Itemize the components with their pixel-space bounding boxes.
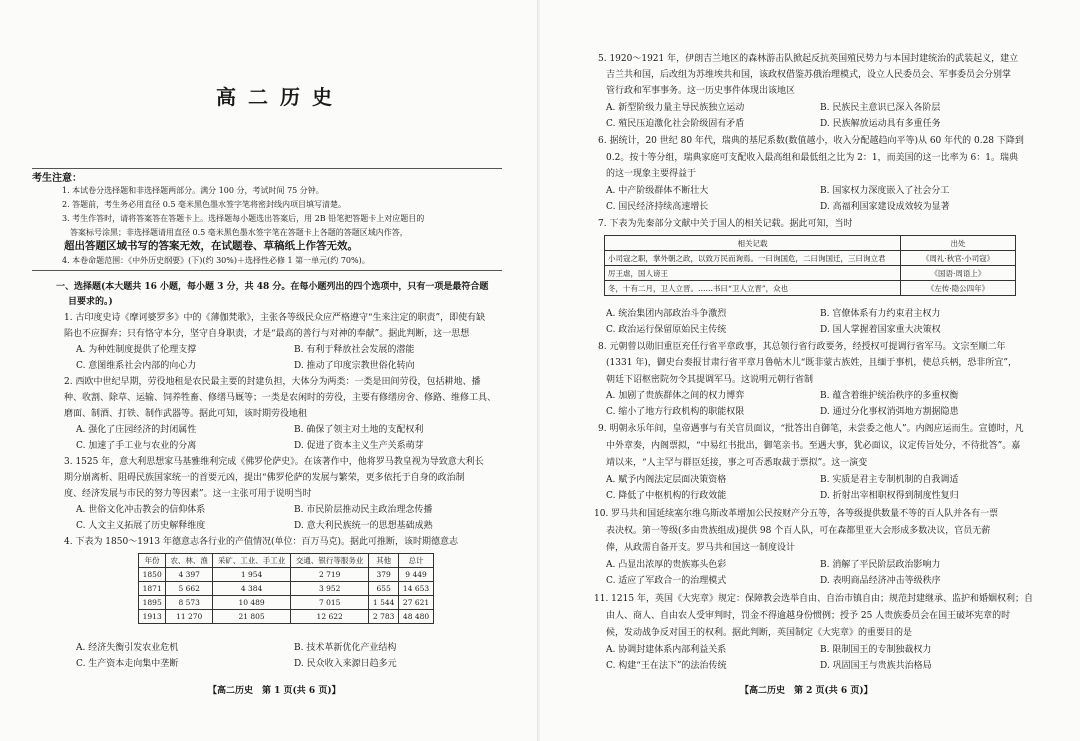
table-cell: 冬，十有二月，卫人立晋。……书曰“卫人立晋”，众也	[605, 281, 901, 296]
table-header-row	[139, 554, 434, 568]
notice-line: 1. 本试卷分选择题和非选择题两部分。满分 100 分，考试时间 75 分钟。	[62, 186, 324, 195]
table-cell: 655	[369, 582, 399, 596]
question-10-text: 10. 罗马共和国延续塞尔维乌斯改革增加公民按财产分五等，各等级提供数量不等的百人队并各有一票	[594, 509, 999, 519]
q1-option-d[interactable]: D. 推动了印度宗教世俗化转向	[294, 361, 415, 371]
table-header-cell: 其他	[369, 554, 399, 568]
question-9-text: 9. 明朝永乐年间，皇帝遇事与有关官员面议，“批答出自御笔，未尝委之他人”。内阁应运而生。宣德时，凡	[598, 424, 1024, 434]
question-11-text: 候，发动战争反对国王的权利。据此判断，英国制定《大宪章》的重要目的是	[606, 628, 913, 638]
table-cell: 1871	[139, 582, 166, 596]
notice-heading: 考生注意：	[32, 173, 82, 184]
table-cell: 《周礼·秋官·小司寇》	[901, 251, 1016, 266]
page-footer: 【高二历史 第 2 页(共 6 页)】	[740, 686, 873, 696]
question-3-text: 度、经济发展与市民的努力等因素”。这一主张可用于说明当时	[64, 489, 312, 499]
notice-separator	[32, 270, 502, 271]
q8-option-a[interactable]: A. 加剧了贵族群体之间的权力博弈	[606, 391, 745, 401]
table-cell: 1913	[139, 610, 166, 624]
q7-option-c[interactable]: C. 政治运行保留原始民主传统	[606, 325, 727, 335]
question-5-text: 吉兰共和国，后改组为苏维埃共和国，该政权借鉴苏俄治理模式，设立人民委员会、军事委员会分别掌	[606, 70, 1012, 80]
table-cell: 《国语·周语上》	[901, 266, 1016, 281]
question-6-text: 0.2。按十等分组，瑞典家庭可支配收入最高组和最低组之比为 2：1，而美国的这一比率为 6：1。瑞典	[606, 153, 1018, 163]
q3-option-a[interactable]: A. 世俗文化冲击教会的信仰体系	[76, 505, 206, 515]
q10-option-b[interactable]: B. 消解了平民阶层政治影响力	[820, 560, 941, 570]
question-1-text: 陷也不应摒弃；只有恪守本分，坚守自身职责，才是“最高的善行与对神的奉献”。据此判断，这一思想	[64, 329, 470, 339]
question-11-text: 11. 1215 年，英国《大宪章》规定：保障教会选举自由、自治市镇自由；规范封建继承、监护和婚姻权利；自	[594, 594, 1033, 604]
q1-option-a[interactable]: A. 为种姓制度提供了伦理支撑	[76, 345, 197, 355]
table-cell: 14 653	[399, 582, 434, 596]
table-header-row	[605, 236, 1016, 251]
table-row	[605, 281, 1016, 296]
q4-option-c[interactable]: C. 生产资本走向集中垄断	[76, 659, 179, 669]
q3-option-d[interactable]: D. 意大利民族统一的思想基础成熟	[294, 521, 433, 531]
q1-option-c[interactable]: C. 意图维系社会内部的向心力	[76, 361, 197, 371]
question-10-text: 表决权。第一等级(多由贵族组成)提供 98 个百人队，可在森都里亚大会形成多数决议，官员无薪	[606, 526, 991, 536]
table-cell: 11 270	[166, 610, 213, 624]
section-heading: 一、选择题(本大题共 16 小题，每小题 3 分，共 48 分。在每小题列出的四个选项中，只有一项是最符合题	[56, 282, 489, 292]
table-cell: 12 622	[291, 610, 369, 624]
table-cell: 5 662	[166, 582, 213, 596]
table-row	[605, 266, 1016, 281]
q5-option-a[interactable]: A. 新型阶级力量主导民族独立运动	[606, 103, 745, 113]
q2-option-d[interactable]: D. 促进了资本主义生产关系萌芽	[294, 441, 424, 451]
q6-option-d[interactable]: D. 高福利国家建设成效较为显著	[820, 202, 950, 212]
q5-option-d[interactable]: D. 民族解放运动具有多重任务	[820, 119, 941, 129]
table-header-cell: 农、林、渔	[166, 554, 213, 568]
q6-option-c[interactable]: C. 国民经济持续高速增长	[606, 202, 709, 212]
question-2-text: 种、收割、除草、运输、饲养牲畜、修缮马厩等；一类是农闲时的劳役，主要有修缮房舍、修路、维修工具、	[64, 393, 497, 403]
question-2-text: 2. 西欧中世纪早期，劳役地租是农民最主要的封建负担，大体分为两类：一类是田间劳役，包括耕地、播	[64, 377, 481, 387]
table-cell: 《左传·隐公四年》	[901, 281, 1016, 296]
q2-option-a[interactable]: A. 强化了庄园经济的封闭属性	[76, 425, 197, 435]
table-cell: 21 805	[213, 610, 291, 624]
table-cell: 8 573	[166, 596, 213, 610]
question-11-text: 由人、商人、自由农人受审判时，罚金不得逾越身份惯例；授予 25 人贵族委员会在国王破坏宪章的时	[606, 611, 1011, 621]
q11-option-a[interactable]: A. 协调封建体系内部利益关系	[606, 645, 727, 655]
q10-option-a[interactable]: A. 凸显出浓厚的贵族寡头色彩	[606, 560, 727, 570]
table-cell: 9 449	[399, 568, 434, 582]
table-cell: 1895	[139, 596, 166, 610]
table-cell: 7 015	[291, 596, 369, 610]
table-header-cell: 总计	[399, 554, 434, 568]
question-2-text: 磨面、制酒、打铁、制作武器等。据此可知，该时期劳役地租	[64, 409, 308, 419]
question-7-text: 7. 下表为先秦部分文献中关于国人的相关记载。据此可知，当时	[598, 219, 853, 229]
page-footer: 【高二历史 第 1 页(共 6 页)】	[208, 686, 341, 696]
table-row	[139, 610, 434, 624]
q2-option-c[interactable]: C. 加速了手工业与农业的分离	[76, 441, 197, 451]
q4-option-d[interactable]: D. 民众收入来源日趋多元	[294, 659, 397, 669]
q1-option-b[interactable]: B. 有利于释放社会发展的潜能	[294, 345, 415, 355]
notice-line: 3. 考生作答时，请将答案答在答题卡上。选择题每小题选出答案后，用 2B 铅笔把答题卡上对应题目的	[62, 214, 425, 223]
question-3-text: 3. 1525 年，意大利思想家马基雅维利完成《佛罗伦萨史》。在该著作中，他将罗马教皇视为导致意大利长	[64, 457, 484, 467]
question-3-text: 期分崩离析、阻碍民族国家统一的首要元凶，提出“佛罗伦萨的发展与繁荣，更多依托于自身的政治制	[64, 473, 465, 483]
q9-option-d[interactable]: D. 折射出宰相职权得到制度性复归	[820, 491, 959, 501]
table-row	[139, 596, 434, 610]
notice-separator	[32, 168, 502, 169]
q5-option-b[interactable]: B. 民族民主意识已深入各阶层	[820, 103, 941, 113]
q4-data-table	[138, 553, 434, 624]
q11-option-d[interactable]: D. 巩固国王与贵族共治格局	[820, 661, 932, 671]
question-1-text: 1. 古印度史诗《摩诃婆罗多》中的《薄伽梵歌》，主张各等级民众应严格遵守“生来注定的职责”，即使有缺	[64, 313, 486, 323]
table-cell: 379	[369, 568, 399, 582]
q2-option-b[interactable]: B. 确保了领主对土地的支配权利	[294, 425, 424, 435]
question-9-text: 中外章奏，内阁票拟，“中易红书批出，御笔亲书。至遇大事，犹必面议，议定传旨处分，不待批答”。嘉	[606, 441, 1021, 451]
q4-option-a[interactable]: A. 经济失衡引发农业危机	[76, 643, 179, 653]
table-cell: 1 544	[369, 596, 399, 610]
notice-line-emphasis: 超出答题区域书写的答案无效，在试题卷、草稿纸上作答无效。	[64, 240, 358, 252]
question-8-text: 朝廷下诏枢密院勿令其提调军马。这说明元朝行省制	[606, 375, 814, 385]
q8-option-b[interactable]: B. 蕴含着维护统治秩序的多重权衡	[820, 391, 959, 401]
question-5-text: 管行政和军事事务。这一历史事件体现出该地区	[606, 86, 796, 96]
q7-option-b[interactable]: B. 官僚体系有力约束君主权力	[820, 309, 941, 319]
table-cell: 4 397	[166, 568, 213, 582]
table-row	[139, 582, 434, 596]
table-header-cell: 出处	[901, 236, 1016, 251]
table-row	[139, 568, 434, 582]
table-cell: 4 384	[213, 582, 291, 596]
section-heading: 目要求的。)	[68, 297, 113, 307]
q6-option-a[interactable]: A. 中产阶级群体不断壮大	[606, 186, 709, 196]
q10-option-d[interactable]: D. 表明商品经济冲击等级秩序	[820, 576, 941, 586]
q9-option-a[interactable]: A. 赋予内阁法定层面决策资格	[606, 475, 727, 485]
question-6-text: 的这一现象主要得益于	[606, 169, 697, 179]
q8-option-c[interactable]: C. 缩小了地方行政机构的职能权限	[606, 407, 745, 417]
notice-line: 2. 答题前，考生务必用直径 0.5 毫米黑色墨水签字笔将密封线内项目填写清楚。	[62, 200, 346, 209]
exam-title: 高二历史	[216, 85, 344, 109]
question-6-text: 6. 据统计，20 世纪 80 年代，瑞典的基尼系数(数值越小，收入分配越趋向平等)从 60 年代的 0.28 下降到	[598, 136, 1024, 146]
q5-option-c[interactable]: C. 殖民压迫激化社会阶级固有矛盾	[606, 119, 745, 129]
question-9-text: 靖以来，“人主罕与群臣廷接，事之可否悉取裁于票拟”。这一演变	[606, 458, 868, 468]
question-8-text: 8. 元朝曾以勋旧重臣充任行省平章政事，其总领行省行政要务，经授权可提调行省军马。文宗至顺二年	[598, 342, 1006, 352]
q7-records-table	[604, 235, 1016, 296]
q3-option-c[interactable]: C. 人文主义拓展了历史解释维度	[76, 521, 206, 531]
table-header-cell: 交通、银行等服务业	[291, 554, 369, 568]
q8-option-d[interactable]: D. 通过分化事权消弭地方割据隐患	[820, 407, 959, 417]
exam-page-1	[0, 0, 538, 741]
table-header-cell: 采矿、工业、手工业	[213, 554, 291, 568]
table-cell: 1850	[139, 568, 166, 582]
question-10-text: 俸，从政需自备开支。罗马共和国这一制度设计	[606, 543, 796, 553]
table-header-cell: 年份	[139, 554, 166, 568]
table-cell: 厉王虐，国人谤王	[605, 266, 901, 281]
question-5-text: 5. 1920～1921 年，伊朗吉兰地区的森林游击队掀起反抗英国殖民势力与本国封建统治的武装起义，建立	[598, 54, 1019, 64]
q9-option-c[interactable]: C. 降低了中枢机构的行政效能	[606, 491, 727, 501]
q11-option-c[interactable]: C. 构建“王在法下”的法治传统	[606, 661, 727, 671]
exam-page-2	[540, 0, 1080, 741]
question-8-text: (1331 年)，御史台奏报甘肃行省平章月鲁帖木儿“既非蒙古族姓，且缅于事机，使总兵柄，恐非所宜”，	[606, 358, 1017, 368]
table-cell: 48 480	[399, 610, 434, 624]
table-cell: 2 783	[369, 610, 399, 624]
question-4-text: 4. 下表为 1850～1913 年德意志各行业的产值情况(单位：百万马克)。据此可推断，该时期德意志	[64, 537, 459, 547]
q9-option-b[interactable]: B. 实质是君主专制机制的自我调适	[820, 475, 959, 485]
table-cell: 10 489	[213, 596, 291, 610]
q11-option-b[interactable]: B. 限制国王的专制独裁权力	[820, 645, 932, 655]
table-cell: 27 621	[399, 596, 434, 610]
q10-option-c[interactable]: C. 适应了军政合一的治理模式	[606, 576, 727, 586]
table-row	[605, 251, 1016, 266]
table-cell: 2 719	[291, 568, 369, 582]
q4-option-b[interactable]: B. 技术革新优化产业结构	[294, 643, 397, 653]
notice-line: 答案标号涂黑；非选择题请用直径 0.5 毫米黑色墨水签字笔在答题卡上各题的答题区域内作答，	[70, 228, 408, 237]
q6-option-b[interactable]: B. 国家权力深度嵌入了社会分工	[820, 186, 950, 196]
q3-option-b[interactable]: B. 市民阶层推动民主政治理念传播	[294, 505, 433, 515]
q7-option-a[interactable]: A. 统治集团内部政治斗争激烈	[606, 309, 727, 319]
q7-option-d[interactable]: D. 国人掌握着国家重大决策权	[820, 325, 941, 335]
table-cell: 小司寇之职，掌外朝之政，以致万民而询焉。一曰询国危，二曰询国迁，三曰询立君	[605, 251, 901, 266]
table-cell: 3 952	[291, 582, 369, 596]
table-cell: 1 954	[213, 568, 291, 582]
notice-line: 4. 本卷命题范围：《中外历史纲要》(下)(约 30%)＋选择性必修 1 第一单元(约 70%)。	[62, 256, 370, 265]
table-header-cell: 相关记载	[605, 236, 901, 251]
